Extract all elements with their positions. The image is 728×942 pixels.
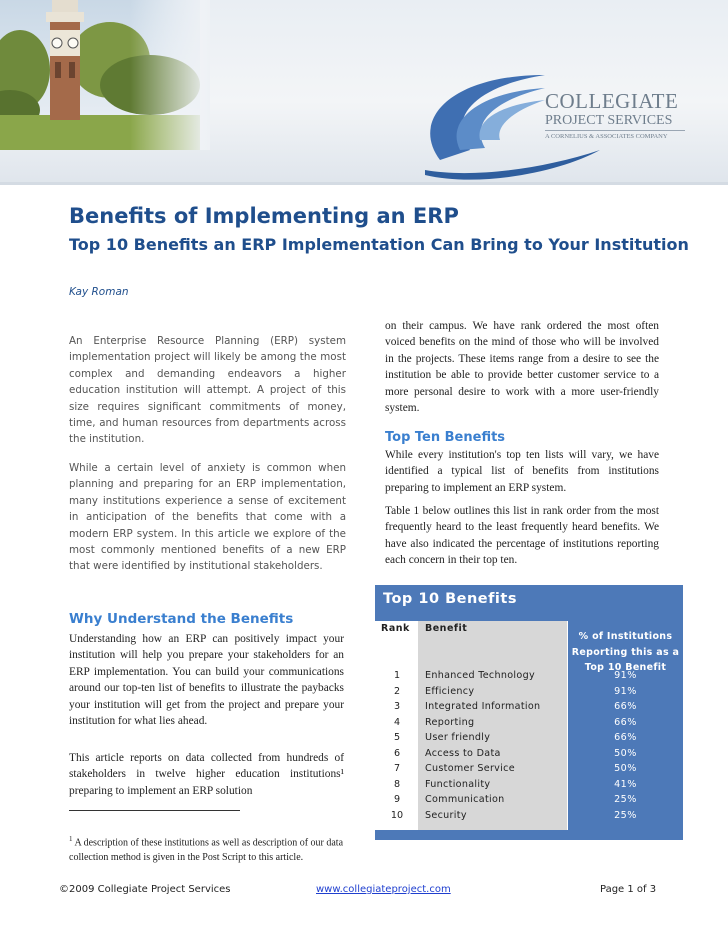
table-title: Top 10 Benefits	[383, 591, 517, 607]
rank-order-paragraph: on their campus. We have rank ordered the most often voiced benefits on the mind of those who will be involved in the projects. These items range from a desire to see the institution be able to provide better customer service to a more personal desire to work with a more user-friendly system.	[385, 320, 659, 415]
table-row	[375, 761, 683, 777]
benefit-cell: User friendly	[425, 732, 491, 743]
table-row	[375, 777, 683, 793]
footer-copyright: ©2009 Collegiate Project Services	[59, 884, 231, 895]
table-row	[375, 684, 683, 700]
footnote-mark: 1	[69, 835, 73, 843]
benefit-cell: Communication	[425, 794, 505, 805]
rank-cell: 8	[393, 778, 401, 790]
rank-cell: 10	[390, 809, 404, 821]
rank-column-header: Rank	[381, 623, 410, 634]
footnote	[69, 832, 346, 866]
table-row	[375, 699, 683, 715]
table-bottom-border	[375, 830, 683, 840]
page-subtitle: Top 10 Benefits an ERP Implementation Can Bring to Your Institution	[69, 235, 689, 254]
percent-cell: 25%	[614, 809, 637, 821]
rank-cell: 6	[393, 747, 401, 759]
percent-cell: 66%	[614, 732, 637, 743]
footer-page-number: Page 1 of 3	[600, 884, 657, 895]
table-row	[375, 715, 683, 731]
table-row	[375, 792, 683, 808]
table-body	[375, 621, 683, 840]
footer-website-link[interactable]: www.collegiateproject.com	[316, 884, 451, 895]
rank-cell: 4	[393, 716, 401, 728]
benefit-cell: Reporting	[425, 716, 475, 728]
percent-cell: 50%	[614, 747, 637, 759]
brand-name: COLLEGIATE	[545, 89, 679, 113]
brand-tagline: A CORNELIUS & ASSOCIATES COMPANY	[545, 133, 668, 140]
percent-cell: 91%	[614, 670, 637, 681]
percent-cell: 25%	[614, 794, 637, 805]
benefit-cell: Integrated Information	[425, 701, 541, 712]
percent-column-header: % of Institutions Reporting this as a Top 10 Benefit	[571, 631, 680, 673]
percent-cell: 66%	[614, 701, 637, 712]
footnote-divider	[69, 810, 240, 811]
rank-cell: 5	[393, 732, 401, 743]
header-banner	[0, 0, 728, 185]
page-title: Benefits of Implementing an ERP	[69, 204, 459, 228]
benefit-column-header: Benefit	[425, 623, 468, 634]
benefit-cell: Functionality	[425, 778, 491, 790]
brand-line2: PROJECT SERVICES	[545, 112, 685, 131]
top-ten-intro-paragraph: While every institution's top ten lists will vary, we have identified a typical list of benefits from institutions preparing to implement an ERP system.	[385, 449, 659, 494]
percent-cell: 41%	[614, 778, 637, 790]
data-collection-paragraph: This article reports on data collected from hundreds of stakeholders in twelve higher education institutions¹ preparing to implement an ERP solution	[69, 752, 344, 797]
percent-cell: 66%	[614, 716, 637, 728]
benefit-cell: Customer Service	[425, 763, 515, 774]
benefit-cell: Efficiency	[425, 685, 475, 697]
why-understand-paragraph: Understanding how an ERP can positively impact your institution will help you prepare your stakeholders for an ERP implementation. You can build your communications around our top-ten list of benefits to illustrate the paybacks your institution will get from the project and prepare your institution for what lies ahead.	[69, 633, 344, 728]
why-understand-heading: Why Understand the Benefits	[69, 611, 294, 627]
footnote-text: A description of these institutions as well as description of our data collection method is given in the Post Script to this article.	[69, 837, 344, 864]
rank-cell: 3	[393, 701, 401, 712]
percent-cell: 50%	[614, 763, 637, 774]
intro-paragraph: An Enterprise Resource Planning (ERP) system implementation project will likely be among the most complex and demanding endeavors a higher education institution will attempt. A project of this size requires significant commitments of money, time, and human resources from departments across the institution.	[69, 335, 346, 446]
table-row	[375, 730, 683, 746]
brand-logo-text	[545, 90, 685, 142]
top-10-benefits-table	[375, 585, 683, 840]
rank-cell: 1	[393, 670, 401, 681]
benefit-cell: Enhanced Technology	[425, 670, 535, 681]
rank-cell: 7	[393, 763, 401, 774]
author-name: Kay Roman	[69, 286, 129, 298]
table-row	[375, 746, 683, 762]
percent-cell: 91%	[614, 685, 637, 697]
anxiety-paragraph: While a certain level of anxiety is common when planning and preparing for an ERP implementation, many institutions experience a sense of excitement in anticipation of the benefits that come with a modern ERP system. In this article we explore of the most commonly mentioned benefits of a new ERP that were identified by institutional stakeholders.	[69, 462, 346, 573]
rank-cell: 9	[393, 794, 401, 805]
table-description-paragraph: Table 1 below outlines this list in rank order from the most frequently heard to the least frequently heard benefits. We have also indicated the percentage of institutions reporting each concern in their top ten.	[385, 505, 659, 567]
top-ten-heading: Top Ten Benefits	[385, 430, 506, 445]
table-row	[375, 808, 683, 824]
benefit-cell: Access to Data	[425, 747, 501, 759]
rank-cell: 2	[393, 685, 401, 697]
benefit-cell: Security	[425, 809, 467, 821]
table-row	[375, 668, 683, 684]
